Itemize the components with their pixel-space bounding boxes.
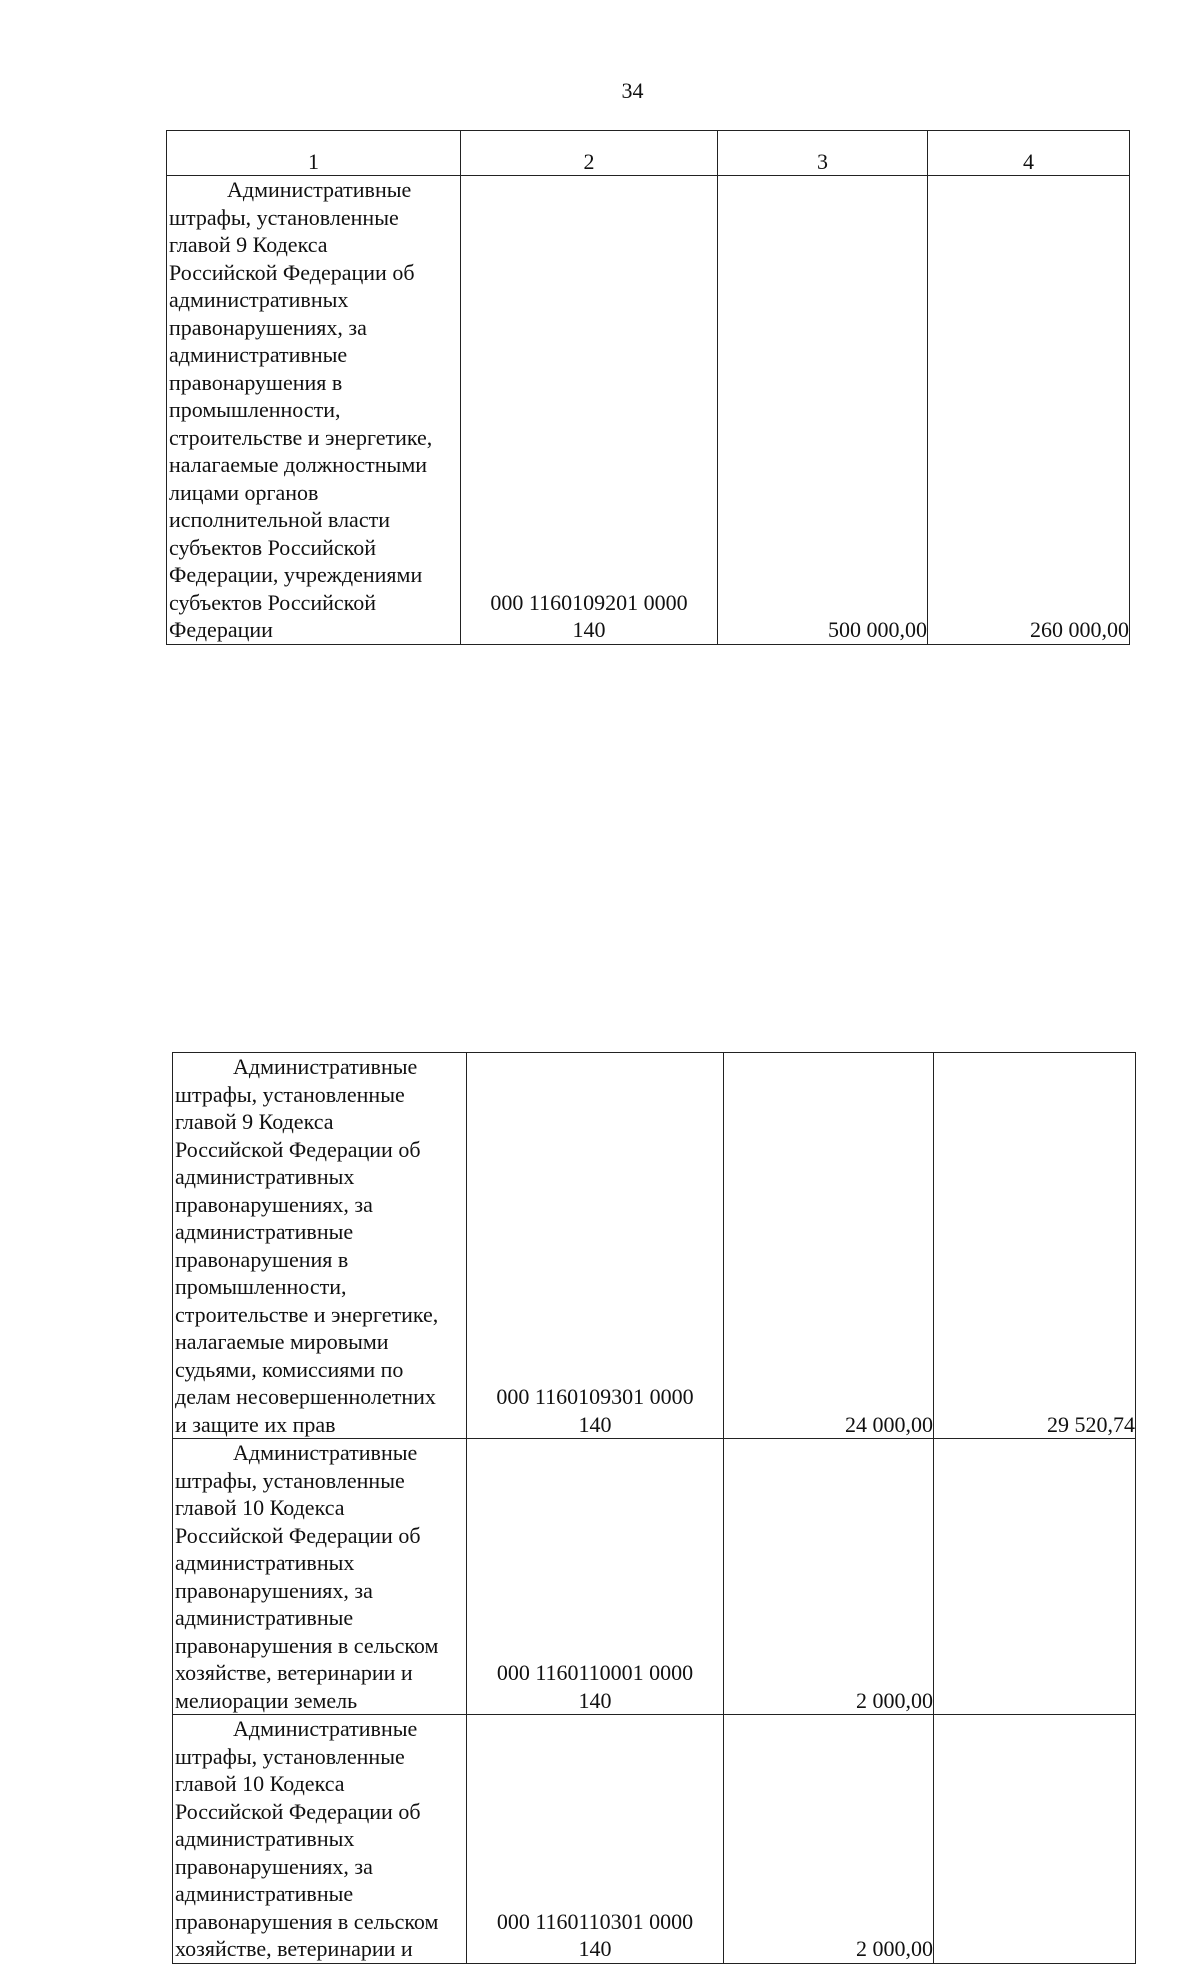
row-amount-col3: 2 000,00 — [724, 1439, 934, 1715]
row-description-first-line: Административные — [233, 1054, 418, 1079]
page-number: 34 — [621, 78, 644, 103]
row-amount-col4 — [934, 1439, 1136, 1715]
row-description — [173, 1439, 467, 1715]
table-row — [173, 1715, 1136, 1964]
table-row — [173, 1439, 1136, 1715]
row-description-text: штрафы, установленные главой 10 Кодекса Российской Федерации об административных правонарушениях, за административные правонарушения в сельском хозяйстве, ветеринарии и — [175, 1743, 439, 1961]
table-header-row — [167, 131, 1130, 176]
row-description — [173, 1053, 467, 1439]
row-amount-col3: 2 000,00 — [724, 1715, 934, 1964]
row-description-first-line: Административные — [233, 1440, 418, 1465]
header-col-2: 2 — [461, 131, 718, 176]
row-code: 000 1160110001 0000 140 — [467, 1439, 724, 1715]
row-code: 000 1160110301 0000 140 — [467, 1715, 724, 1964]
row-amount-col4: 260 000,00 — [928, 176, 1130, 645]
header-col-1: 1 — [167, 131, 461, 176]
table-row — [167, 176, 1130, 645]
row-description — [173, 1715, 467, 1964]
row-description-text: штрафы, установленные главой 9 Кодекса Российской Федерации об административных правонарушениях, за административные правонарушения в промышленности, строительстве и энергетике, налагаемые должностными лицами органов исполнительной власти субъектов Российской Федерации, учреждениями субъектов Российской Федерации — [169, 204, 433, 642]
row-amount-col3: 500 000,00 — [718, 176, 928, 645]
row-code: 000 1160109301 0000 140 — [467, 1053, 724, 1439]
row-amount-col4 — [934, 1715, 1136, 1964]
budget-table — [166, 130, 1130, 645]
row-description-text: штрафы, установленные главой 10 Кодекса Российской Федерации об административных правонарушениях, за административные правонарушения в сельском хозяйстве, ветеринарии и мелиорации земель — [175, 1467, 439, 1713]
row-description-first-line: Административные — [227, 177, 412, 202]
row-code: 000 1160109201 0000 140 — [461, 176, 718, 645]
budget-table-continued — [172, 1052, 1136, 1964]
table-row — [173, 1053, 1136, 1439]
row-description — [167, 176, 461, 645]
header-col-3: 3 — [718, 131, 928, 176]
row-description-first-line: Административные — [233, 1716, 418, 1741]
row-amount-col3: 24 000,00 — [724, 1053, 934, 1439]
row-amount-col4: 29 520,74 — [934, 1053, 1136, 1439]
header-col-4: 4 — [928, 131, 1130, 176]
row-description-text: штрафы, установленные главой 9 Кодекса Российской Федерации об административных правонарушениях, за административные правонарушения в промышленности, строительстве и энергетике, налагаемые мировыми судьями, комиссиями по делам несовершеннолетних и защите их прав — [175, 1081, 439, 1437]
